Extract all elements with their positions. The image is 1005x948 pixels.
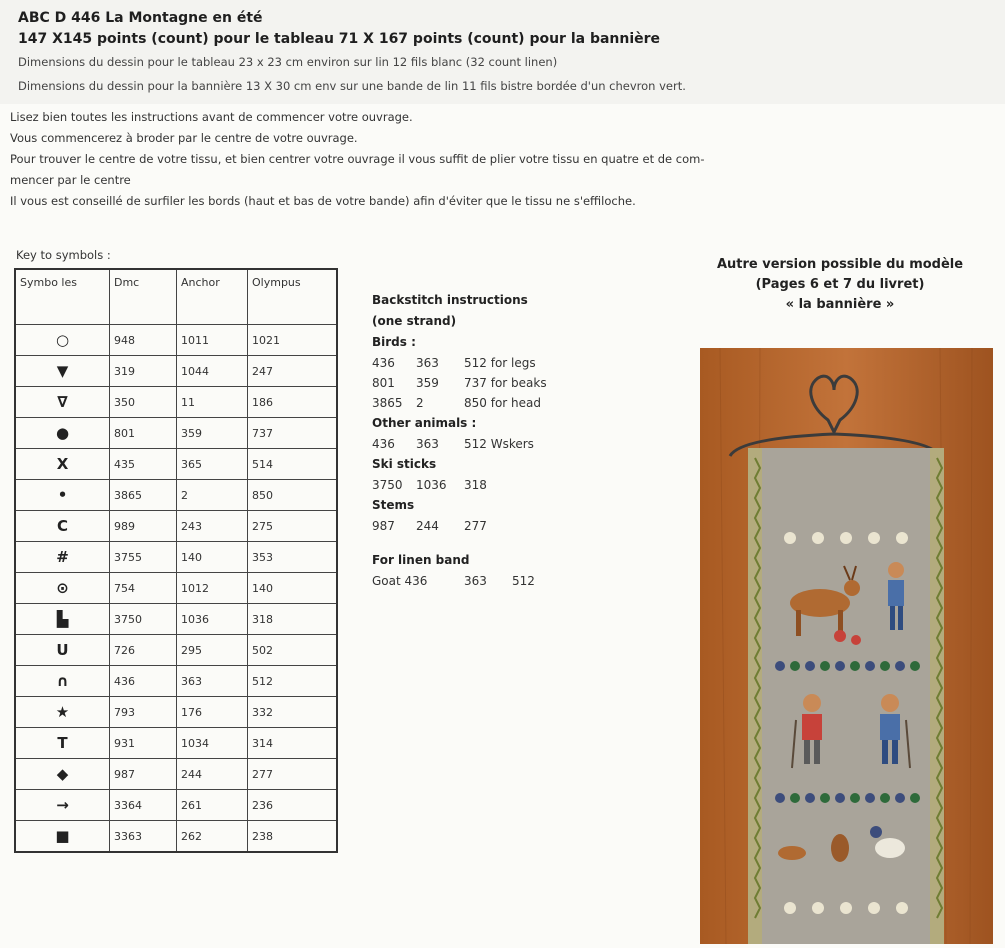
olympus-cell: 318	[248, 604, 338, 635]
list-item: 436 363 512 for legs	[372, 356, 536, 370]
symbol-cell: C	[15, 511, 110, 542]
dmc-cell: 3750	[110, 604, 177, 635]
symbol-cell: X	[15, 449, 110, 480]
table-row	[15, 759, 337, 790]
birds-list	[372, 353, 547, 413]
header-dmc: Dmc	[110, 269, 177, 325]
dmc-cell: 3363	[110, 821, 177, 853]
linen-band	[748, 448, 944, 944]
olympus-cell: 238	[248, 821, 338, 853]
linen-band-label: For linen band	[372, 553, 470, 567]
stitch-count: 147 X145 points (count) pour le tableau 71 X 167 points (count) pour la bannière	[18, 31, 661, 47]
symbol-key-table	[14, 268, 338, 853]
table-row	[15, 604, 337, 635]
symbol-cell: T	[15, 728, 110, 759]
table-row	[15, 356, 337, 387]
alt-line-2: (Pages 6 et 7 du livret)	[755, 277, 925, 292]
table-row	[15, 418, 337, 449]
olympus-cell: 247	[248, 356, 338, 387]
table-row	[15, 790, 337, 821]
anchor-cell: 140	[177, 542, 248, 573]
symbol-cell: ∩	[15, 666, 110, 697]
symbol-cell: ○	[15, 325, 110, 356]
anchor-cell: 176	[177, 697, 248, 728]
backstitch-instructions	[372, 290, 547, 591]
stems-label: Stems	[372, 498, 415, 512]
anchor-cell: 1036	[177, 604, 248, 635]
ski-sticks-label: Ski sticks	[372, 457, 437, 471]
dmc-cell: 793	[110, 697, 177, 728]
list-item: 3865 2 850 for head	[372, 396, 541, 410]
olympus-cell: 186	[248, 387, 338, 418]
instructions	[10, 107, 995, 212]
header-olympus: Olympus	[248, 269, 338, 325]
olympus-cell: 502	[248, 635, 338, 666]
anchor-cell: 295	[177, 635, 248, 666]
anchor-cell: 363	[177, 666, 248, 697]
table-row	[15, 666, 337, 697]
backstitch-title: Backstitch instructions	[372, 293, 528, 307]
symbol-cell: #	[15, 542, 110, 573]
symbol-cell: •	[15, 480, 110, 511]
alternate-version-caption	[690, 255, 990, 315]
table-row	[15, 728, 337, 759]
dimension-line-tableau: Dimensions du dessin pour le tableau 23 x 23 cm environ sur lin 12 fils blanc (32 count linen)	[18, 55, 558, 69]
instruction-line: Lisez bien toutes les instructions avant de commencer votre ouvrage.	[10, 110, 413, 124]
table-row	[15, 480, 337, 511]
olympus-cell: 353	[248, 542, 338, 573]
anchor-cell: 1034	[177, 728, 248, 759]
olympus-cell: 314	[248, 728, 338, 759]
dimension-line-banniere: Dimensions du dessin pour la bannière 13 X 30 cm env sur une bande de lin 11 fils bistre bordée d'un chevron vert.	[18, 79, 686, 93]
anchor-cell: 243	[177, 511, 248, 542]
olympus-cell: 236	[248, 790, 338, 821]
dmc-cell: 3755	[110, 542, 177, 573]
other-animals-label: Other animals :	[372, 416, 477, 430]
dmc-cell: 801	[110, 418, 177, 449]
list-item: Goat 436 363 512	[372, 574, 535, 588]
dmc-cell: 948	[110, 325, 177, 356]
list-item: 801 359 737 for beaks	[372, 376, 547, 390]
header-anchor: Anchor	[177, 269, 248, 325]
symbol-cell: ●	[15, 418, 110, 449]
anchor-cell: 359	[177, 418, 248, 449]
instruction-line: Pour trouver le centre de votre tissu, et bien centrer votre ouvrage il vous suffit de plier votre tissu en quatre et de com-	[10, 152, 705, 166]
alt-line-1: Autre version possible du modèle	[716, 257, 964, 272]
list-item: 987 244 277	[372, 519, 487, 533]
symbol-cell: ▼	[15, 356, 110, 387]
instruction-line: Vous commencerez à broder par le centre de votre ouvrage.	[10, 131, 358, 145]
table-row	[15, 511, 337, 542]
symbol-cell: →	[15, 790, 110, 821]
anchor-cell: 365	[177, 449, 248, 480]
dmc-cell: 931	[110, 728, 177, 759]
dmc-cell: 987	[110, 759, 177, 790]
banner-illustration	[700, 348, 993, 944]
symbol-cell: ⊙	[15, 573, 110, 604]
dmc-cell: 726	[110, 635, 177, 666]
anchor-cell: 1044	[177, 356, 248, 387]
table-row	[15, 697, 337, 728]
table-row	[15, 325, 337, 356]
dmc-cell: 3364	[110, 790, 177, 821]
dmc-cell: 319	[110, 356, 177, 387]
anchor-cell: 11	[177, 387, 248, 418]
olympus-cell: 512	[248, 666, 338, 697]
olympus-cell: 140	[248, 573, 338, 604]
banner-photo	[700, 348, 993, 944]
olympus-cell: 850	[248, 480, 338, 511]
list-item: 3750 1036 318	[372, 478, 487, 492]
dmc-cell: 350	[110, 387, 177, 418]
anchor-cell: 1012	[177, 573, 248, 604]
olympus-cell: 514	[248, 449, 338, 480]
header-symbols: Symbo les	[15, 269, 110, 325]
table-header-row	[15, 269, 337, 325]
symbol-cell: ∇	[15, 387, 110, 418]
table-row	[15, 635, 337, 666]
page-title: ABC D 446 La Montagne en été	[18, 10, 263, 26]
symbol-cell: U	[15, 635, 110, 666]
anchor-cell: 261	[177, 790, 248, 821]
anchor-cell: 262	[177, 821, 248, 853]
olympus-cell: 277	[248, 759, 338, 790]
anchor-cell: 244	[177, 759, 248, 790]
olympus-cell: 1021	[248, 325, 338, 356]
backstitch-subtitle: (one strand)	[372, 314, 457, 328]
anchor-cell: 2	[177, 480, 248, 511]
olympus-cell: 737	[248, 418, 338, 449]
anchor-cell: 1011	[177, 325, 248, 356]
symbol-cell: ★	[15, 697, 110, 728]
table-row	[15, 387, 337, 418]
table-row	[15, 573, 337, 604]
instruction-line: mencer par le centre	[10, 173, 131, 187]
instruction-line: Il vous est conseillé de surfiler les bords (haut et bas de votre bande) afin d'éviter que le tissu ne s'effiloche.	[10, 194, 636, 208]
symbol-cell: ■	[15, 821, 110, 853]
table-row	[15, 542, 337, 573]
table-row	[15, 821, 337, 853]
alt-line-3: « la bannière »	[785, 297, 895, 312]
dmc-cell: 3865	[110, 480, 177, 511]
dmc-cell: 436	[110, 666, 177, 697]
list-item: 436 363 512 Wskers	[372, 437, 534, 451]
olympus-cell: 275	[248, 511, 338, 542]
dmc-cell: 989	[110, 511, 177, 542]
key-title: Key to symbols :	[16, 248, 111, 262]
dmc-cell: 435	[110, 449, 177, 480]
symbol-cell: ▙	[15, 604, 110, 635]
olympus-cell: 332	[248, 697, 338, 728]
dmc-cell: 754	[110, 573, 177, 604]
birds-label: Birds :	[372, 335, 416, 349]
table-row	[15, 449, 337, 480]
symbol-cell: ◆	[15, 759, 110, 790]
